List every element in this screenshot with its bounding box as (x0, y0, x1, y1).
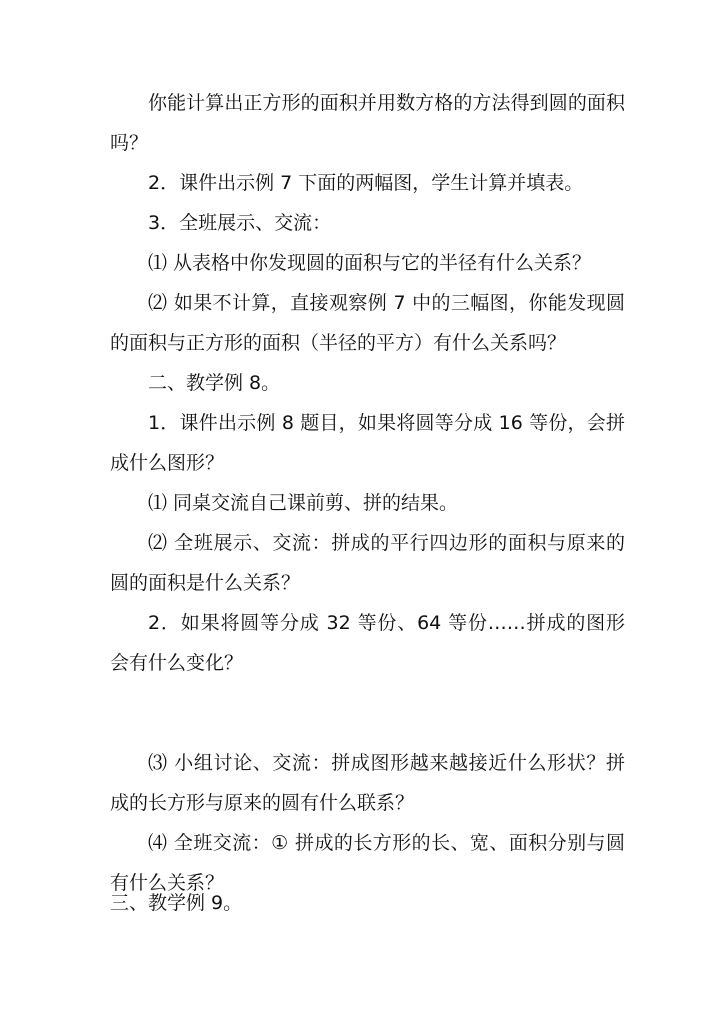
section-heading-example-8: 二、教学例 8。 (148, 372, 281, 394)
paragraph-step-3: 3．全班展示、交流： (148, 212, 332, 234)
paragraph-example-8-sub-1: ⑴ 同桌交流自己课前剪、拼的结果。 (148, 492, 459, 514)
paragraph-example-8-step-1: 1．课件出示例 8 题目，如果将圆等分成 16 等份，会拼成什么图形？ (110, 412, 625, 474)
paragraph-area-question: 你能计算出正方形的面积并用数方格的方法得到圆的面积吗？ (110, 92, 625, 154)
section-heading-example-9: 三、教学例 9。 (110, 892, 243, 914)
paragraph-step-2: 2．课件出示例 7 下面的两幅图，学生计算并填表。 (148, 172, 584, 194)
paragraph-example-8-sub-4: ⑷ 全班交流：① 拼成的长方形的长、宽、面积分别与圆有什么关系？ (110, 832, 625, 894)
paragraph-sub-1: ⑴ 从表格中你发现圆的面积与它的半径有什么关系？ (148, 252, 592, 274)
paragraph-example-8-step-2: 2．如果将圆等分成 32 等份、64 等份……拼成的图形会有什么变化？ (110, 612, 625, 674)
paragraph-sub-2: ⑵ 如果不计算，直接观察例 7 中的三幅图，你能发现圆的面积与正方形的面积（半径的平方）有什么关系吗？ (110, 292, 625, 354)
paragraph-example-8-sub-2: ⑵ 全班展示、交流：拼成的平行四边形的面积与原来的圆的面积是什么关系？ (110, 532, 625, 594)
paragraph-example-8-sub-3: ⑶ 小组讨论、交流：拼成图形越来越接近什么形状？拼成的长方形与原来的圆有什么联系？ (110, 752, 625, 814)
